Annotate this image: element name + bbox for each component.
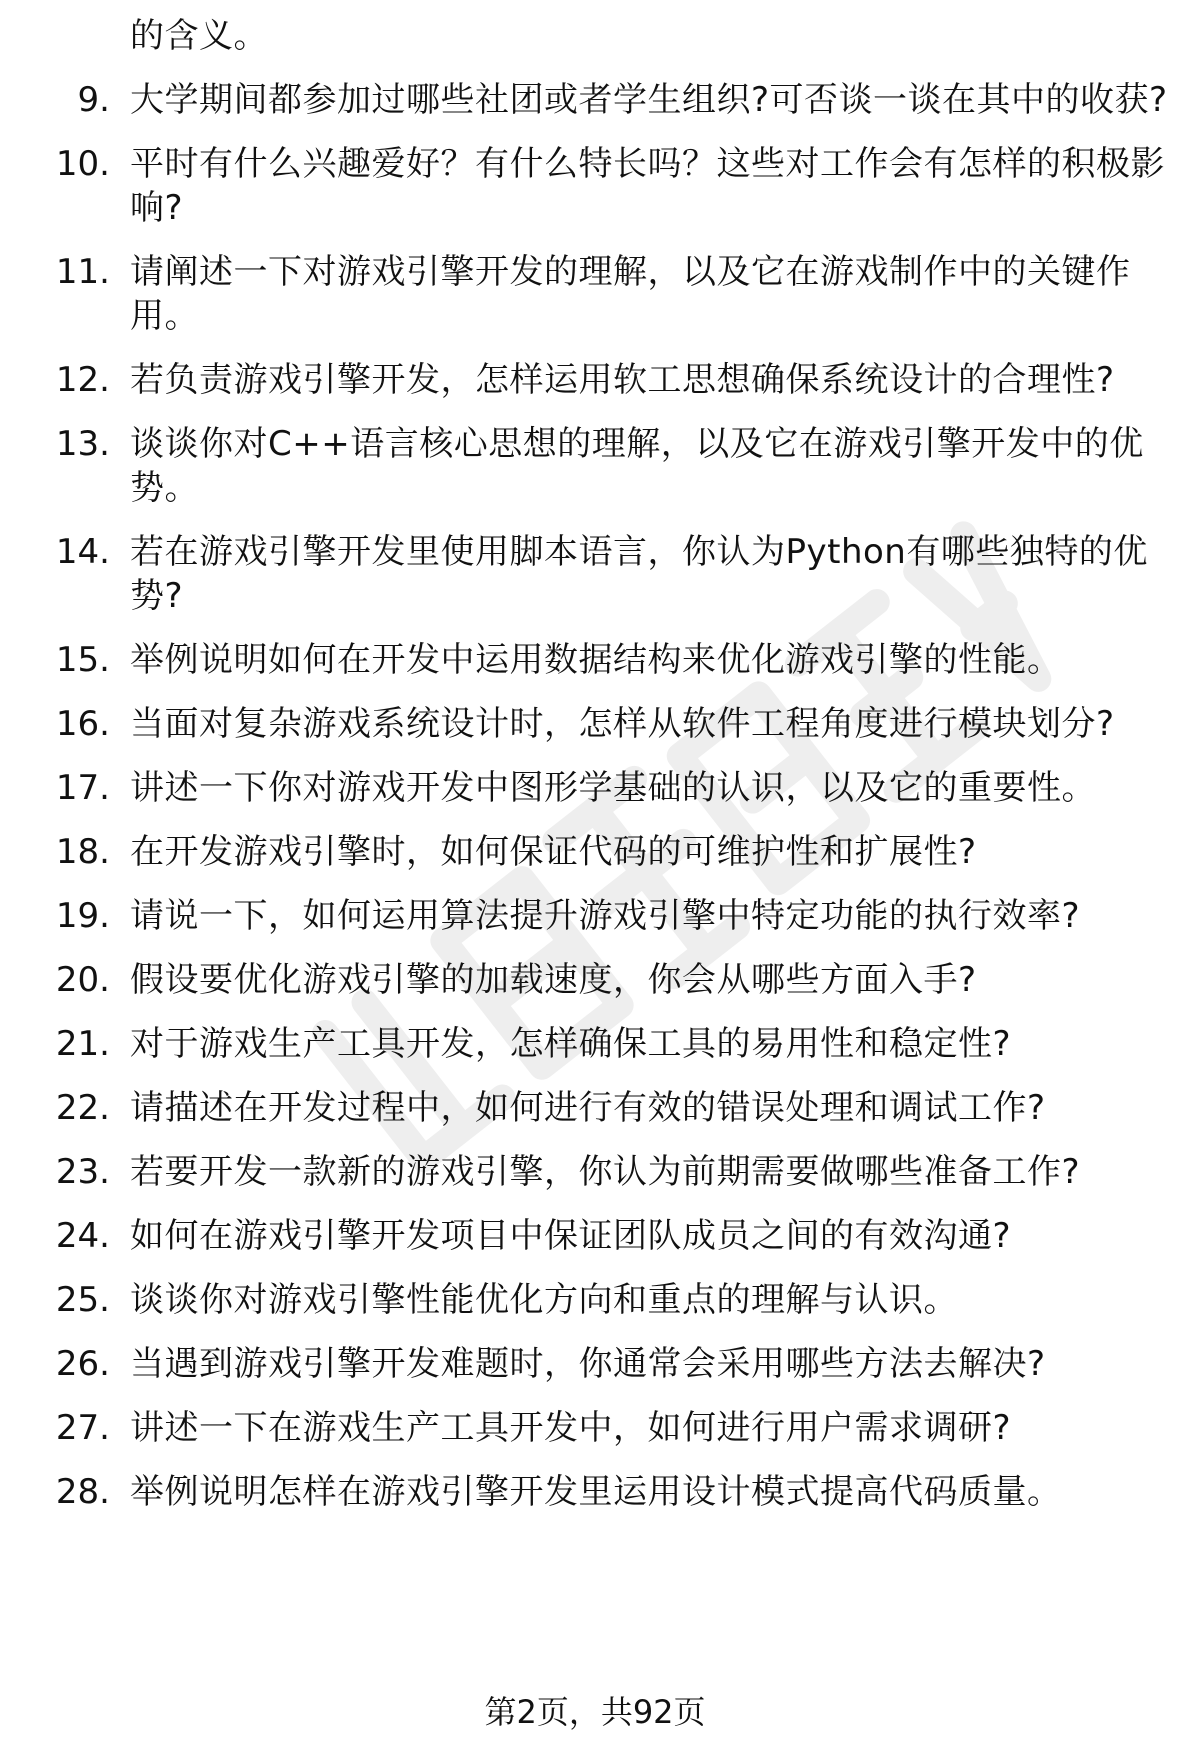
item-text: 的含义。: [130, 16, 268, 56]
item-number: 19.: [55, 896, 110, 936]
list-item: [0, 766, 1190, 810]
list-item: [0, 1406, 1190, 1450]
list-item: [0, 638, 1190, 682]
item-number: 20.: [55, 960, 110, 1000]
item-text: 请描述在开发过程中，如何进行有效的错误处理和调试工作?: [130, 1088, 1046, 1128]
item-text: 当遇到游戏引擎开发难题时，你通常会采用哪些方法去解决?: [130, 1344, 1046, 1384]
list-item: [0, 530, 1190, 618]
list-item: [0, 958, 1190, 1002]
item-number: 27.: [55, 1408, 110, 1448]
item-number: 14.: [55, 532, 110, 572]
list-item: [0, 830, 1190, 874]
page-number: 第2页，共92页: [484, 1693, 706, 1731]
list-item: [0, 358, 1190, 402]
item-number: 17.: [55, 768, 110, 808]
item-text: 假设要优化游戏引擎的加载速度，你会从哪些方面入手?: [130, 960, 977, 1000]
item-number: 9.: [77, 80, 110, 120]
item-text: 请阐述一下对游戏引擎开发的理解，以及它在游戏制作中的关键作用。: [130, 252, 1131, 336]
list-item: [0, 894, 1190, 938]
item-number: 28.: [55, 1472, 110, 1512]
item-text: 讲述一下你对游戏开发中图形学基础的认识，以及它的重要性。: [130, 768, 1096, 808]
item-number: 11.: [55, 252, 110, 292]
item-number: 26.: [55, 1344, 110, 1384]
item-number: 15.: [55, 640, 110, 680]
item-text: 当面对复杂游戏系统设计时，怎样从软件工程角度进行模块划分?: [130, 704, 1115, 744]
item-text: 大学期间都参加过哪些社团或者学生组织?可否谈一谈在其中的收获?: [130, 80, 1168, 120]
item-number: 10.: [55, 144, 110, 184]
item-text: 若负责游戏引擎开发，怎样运用软工思想确保系统设计的合理性?: [130, 360, 1115, 400]
list-item: [0, 142, 1190, 230]
list-item: [0, 1278, 1190, 1322]
list-item: [0, 1470, 1190, 1514]
list-item: [0, 1150, 1190, 1194]
item-text: 平时有什么兴趣爱好？有什么特长吗？这些对工作会有怎样的积极影响?: [130, 144, 1165, 228]
list-item: [0, 1342, 1190, 1386]
item-number: 22.: [55, 1088, 110, 1128]
item-text: 讲述一下在游戏生产工具开发中，如何进行用户需求调研?: [130, 1408, 1012, 1448]
item-text: 举例说明如何在开发中运用数据结构来优化游戏引擎的性能。: [130, 640, 1062, 680]
item-text: 对于游戏生产工具开发，怎样确保工具的易用性和稳定性?: [130, 1024, 1012, 1064]
item-text: 在开发游戏引擎时，如何保证代码的可维护性和扩展性?: [130, 832, 977, 872]
item-text: 若在游戏引擎开发里使用脚本语言，你认为Python有哪些独特的优势?: [130, 532, 1148, 616]
item-number: 21.: [55, 1024, 110, 1064]
list-item: [0, 14, 1190, 58]
item-text: 如何在游戏引擎开发项目中保证团队成员之间的有效沟通?: [130, 1216, 1012, 1256]
list-item: [0, 1086, 1190, 1130]
item-number: 13.: [55, 424, 110, 464]
item-number: 16.: [55, 704, 110, 744]
item-number: 25.: [55, 1280, 110, 1320]
question-list: [0, 14, 1190, 1534]
item-number: 23.: [55, 1152, 110, 1192]
list-item: [0, 422, 1190, 510]
item-number: 24.: [55, 1216, 110, 1256]
item-text: 谈谈你对游戏引擎性能优化方向和重点的理解与认识。: [130, 1280, 958, 1320]
list-item: [0, 1022, 1190, 1066]
item-text: 举例说明怎样在游戏引擎开发里运用设计模式提高代码质量。: [130, 1472, 1062, 1512]
item-number: 12.: [55, 360, 110, 400]
list-item: [0, 78, 1190, 122]
list-item: [0, 1214, 1190, 1258]
list-item: [0, 250, 1190, 338]
item-text: 谈谈你对C++语言核心思想的理解，以及它在游戏引擎开发中的优势。: [130, 424, 1144, 508]
item-text: 若要开发一款新的游戏引擎，你认为前期需要做哪些准备工作?: [130, 1152, 1081, 1192]
item-text: 请说一下，如何运用算法提升游戏引擎中特定功能的执行效率?: [130, 896, 1081, 936]
list-item: [0, 702, 1190, 746]
item-number: 18.: [55, 832, 110, 872]
